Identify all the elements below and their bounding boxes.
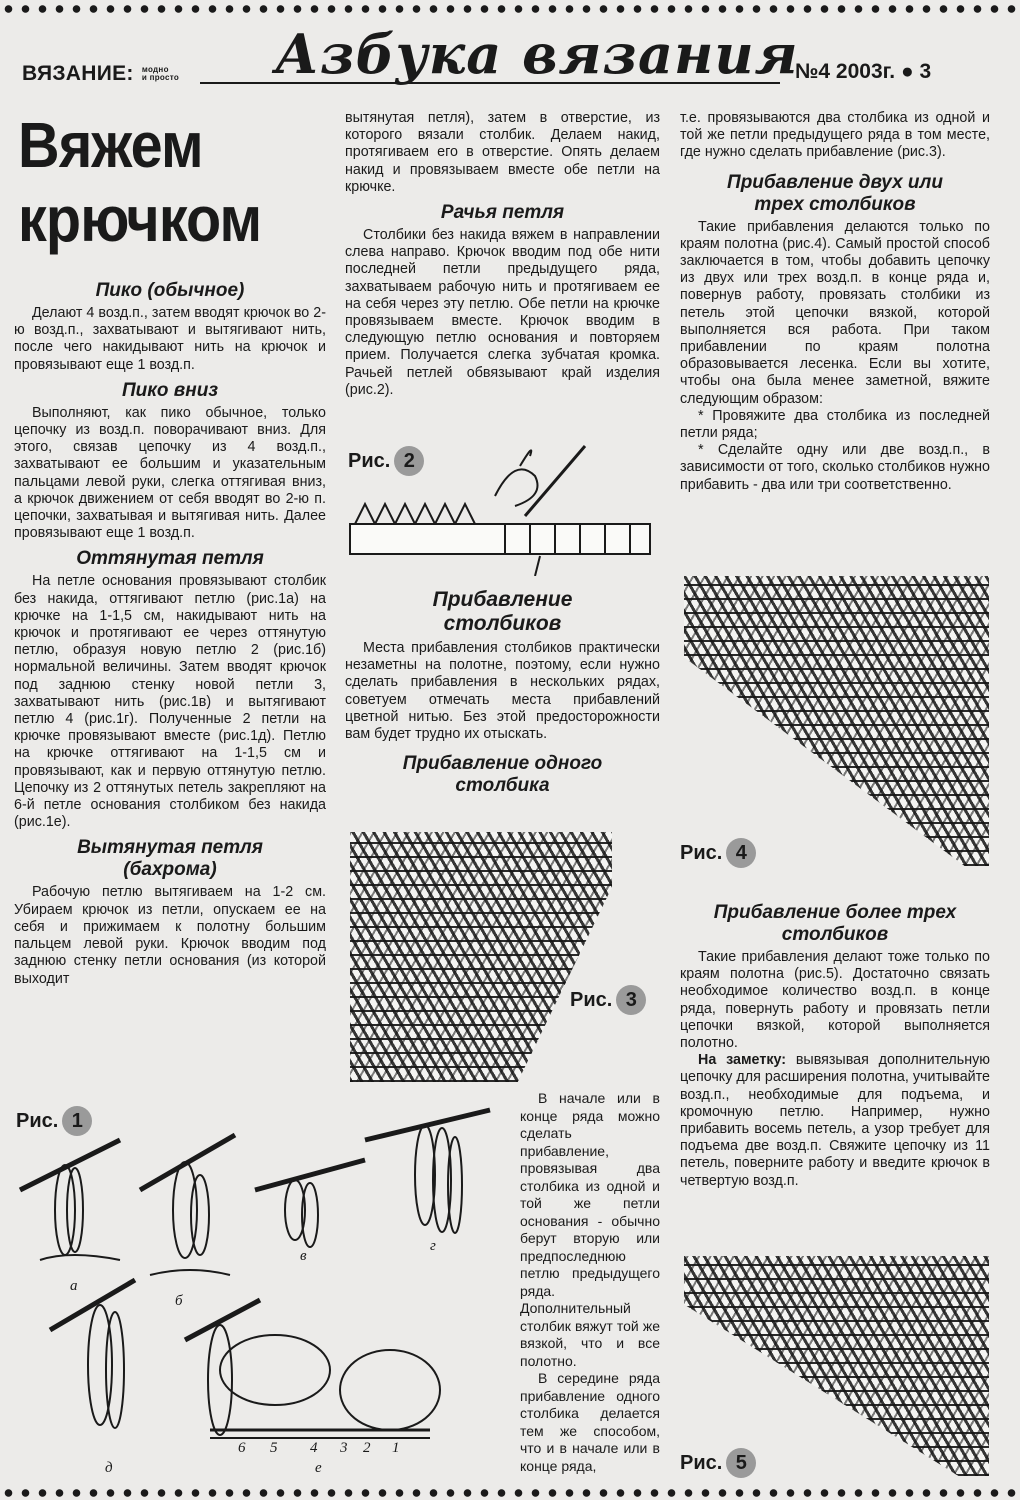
fig1-pulled-loop-illustrations [10, 1100, 515, 1480]
section-inc-more [680, 896, 990, 1190]
bullet-dot: ● [900, 60, 920, 83]
fig-label-text: Рис. [570, 988, 613, 1011]
heading-crab-stitch: Рачья петля [440, 202, 565, 224]
text-note [680, 1052, 990, 1190]
text-pulled-loop: На петле основания провязывают столбик без накида, оттягивают петлю (рис.1а) на крючке на 1-1,5 см, накидывают нить на крючок и протягивают ее через оттянутую петлю, образуя новую петлю 2 (рис.1б) нормальной величины. Затем вводят крючок под заднюю стенку новой петли 3, захватывают нить (рис.1в) и вытягивают петлю 4 (рис.1г). Полученные 2 петли на крючке провязывают вместе (рис.1д). Петлю на крючке оттягивают на 1-1,5 см и провязывают, как и первую оттянутую петлю. Цепочку из 2 оттянутых петель закрепляют на 6-й петле основания столбиком без накида (рис.1е). [14, 573, 326, 831]
section-label: ВЯЗАНИЕ: [22, 62, 134, 85]
fig1-letter-e: е [315, 1460, 322, 1476]
text-side-2: В середине ряда прибавление одного столбика делается тем же способом, что и в начале или в конце ряда, [520, 1370, 660, 1474]
note-body: вывязывая дополнительную цепочку для расширения полотна, учитывайте возд.п., необходимые для подъема, и кромочную петлю. Например, нужно прибавить восемь петель, а узор требует для подъема две возд.п. Свяжите цепочку из 11 петель, поверните работу и введите крючок в четвертую возд.п. [680, 1052, 990, 1189]
fig3-knit-swatch [350, 832, 612, 1082]
fig-label-text: Рис. [348, 449, 391, 472]
fig-label-text: Рис. [16, 1109, 59, 1132]
bottom-dotted-border [0, 1488, 1020, 1498]
issue-info [795, 60, 931, 84]
heading-increase-1: Прибавление [432, 588, 573, 611]
fig2-number: 2 [394, 446, 424, 476]
section-tagline [142, 66, 179, 82]
fig4-knit-swatch [684, 576, 989, 866]
text-inc-more: Такие прибавления делают тоже только по краям полотна (рис.5). Достаточно связать необходимое количество возд.п. в конце ряда, повернуть работу и провязать петли цепочки вязкой, которой выполняется полотно. [680, 949, 990, 1052]
fig3-label [570, 985, 646, 1015]
fig1-number: 1 [62, 1106, 92, 1136]
text-bullet-2: * Сделайте одну или две возд.п., в зависимости от того, сколько столбиков нужно прибавить - два или три соответственно. [680, 442, 990, 493]
fig1-num-2: 2 [363, 1440, 371, 1456]
page-number: 3 [919, 60, 932, 83]
fig1-num-6: 6 [238, 1440, 246, 1456]
fig1-letter-d: д [105, 1460, 113, 1476]
fig5-number: 5 [726, 1448, 756, 1478]
heading-inc-two-1: Прибавление двух или [727, 171, 943, 193]
tagline-line1: модно [141, 65, 169, 75]
fig5-label [680, 1448, 756, 1478]
note-label: На заметку: [698, 1052, 786, 1069]
text-picot-down: Выполняют, как пико обычное, только цепочку из возд.п. поворачивают вниз. Для этого, связав цепочку из 4 возд.п., захватывают ее большим и указательным пальцами левой руки, слегка оттягивая вниз, а крючок движением от себя вводят во 2-ю п. цепочки, захватывая и вытягивая нить. Далее провязывают еще 1 возд.п. [14, 404, 326, 542]
title-line2: крючком [18, 183, 262, 255]
fig4-label [680, 838, 756, 868]
column-1 [14, 274, 326, 988]
rubric-title: Азбука вязания [275, 22, 799, 86]
text-fringe: Рабочую петлю вытягиваем на 1-2 см. Убираем крючок из петли, опускаем ее на себя и прижимаем к полотну большим пальцем левой руки. Крючок вводим под заднюю стенку петли основания (из которой выходит [14, 884, 326, 987]
title-line1: Вяжем [18, 109, 203, 181]
heading-inc-more-2: столбиков [781, 924, 889, 945]
text-picot: Делают 4 возд.п., затем вводят крючок во 2-ю возд.п., захватывают и вытягивают нить, после чего накидывают нить на крючок и провязывают еще 1 возд.п. [14, 305, 326, 373]
side-text [520, 1090, 660, 1475]
fig3-number: 3 [616, 985, 646, 1015]
fig2-crab-stitch-illustration [345, 436, 655, 576]
section-name [22, 62, 179, 86]
text-bullet-1: * Провяжите два столбика из последней петли ряда; [680, 407, 990, 442]
fig-label-text: Рис. [680, 1451, 723, 1474]
text-side-1: В начале или в конце ряда можно сделать прибавление, провязывая два столбика из одной и той же петли основания - обычно берут вторую или предпоследнюю петлю предыдущего ряда. Дополнительный столбик вяжут той же вязкой, что и все полотно. [520, 1090, 660, 1369]
fig5-knit-swatch [684, 1256, 989, 1476]
heading-picot: Пико (обычное) [95, 280, 245, 301]
fig4-number: 4 [726, 838, 756, 868]
heading-inc-two-2: трех столбиков [754, 193, 916, 215]
text-inc-two: Такие прибавления делаются только по краям полотна (рис.4). Самый простой способ заключается в том, чтобы добавить цепочку из двух или трех возд.п. в конце ряда и, повернув работу, провязать столбики из петель этой цепочки вязкой, которой выполняется вся работа. При таком прибавлении по краям полотна образовывается лесенка. Если вы хотите, чтобы она была менее заметной, вяжите следующим образом: [680, 218, 990, 407]
column-2 [345, 110, 660, 399]
column-3 [680, 110, 990, 494]
heading-fringe-1: Вытянутая петля [77, 837, 263, 859]
heading-increase-2: столбиков [443, 612, 562, 635]
fig1-num-1: 1 [392, 1440, 400, 1456]
fig1-num-5: 5 [270, 1440, 278, 1456]
heading-picot-down: Пико вниз [121, 379, 219, 401]
fig1-num-3: 3 [340, 1440, 348, 1456]
heading-fringe-2: (бахрома) [123, 859, 217, 881]
top-dotted-border [0, 4, 1020, 14]
heading-inc-one-2: столбика [455, 775, 550, 797]
section-increase [345, 588, 660, 800]
fig1-letter-b: б [175, 1293, 183, 1309]
text-increase: Места прибавления столбиков практически незаметны на полотне, поэтому, если нужно сделать прибавления в нескольких рядах, советуем отмечать места прибавлений цветной нитью. Без этой предосторожности вам будет трудно их отыскать. [345, 640, 660, 743]
text-crab-stitch: Столбики без накида вяжем в направлении слева направо. Крючок вводим под обе нити последней петли предыдущего ряда, захватываем рабочую нить и протягиваем ее на себя через эту петлю. Обе петли на крючке провязываем вместе. Крючок вводим в следующую петлю основания и повторяем прием. Получается слегка зубчатая кромка. Рачьей петлей обвязывают край изделия (рис.2). [345, 227, 660, 398]
heading-inc-one-1: Прибавление одного [402, 753, 603, 775]
fig1-num-4: 4 [310, 1440, 318, 1456]
fig1-letter-a: а [70, 1278, 78, 1294]
fig1-letter-g: г [430, 1238, 436, 1254]
fig-label-text: Рис. [680, 841, 723, 864]
text-inc-one-cont: т.е. провязываются два столбика из одной и той же петли предыдущего ряда в том месте, где нужно сделать прибавление (рис.3). [680, 110, 990, 161]
heading-pulled-loop: Оттянутая петля [76, 548, 264, 570]
fig1-letter-v: в [300, 1248, 307, 1264]
tagline-line2: и просто [141, 73, 180, 83]
heading-inc-more-1: Прибавление более трех [713, 902, 957, 923]
issue-number: №4 2003г. [795, 60, 896, 83]
text-fringe-cont: вытянутая петля), затем в отверстие, из которого вязали столбик. Делаем накид, протягиваем его в отверстие. Опять делаем накид и провязываем вместе обе петли на крючке. [345, 110, 660, 195]
article-title [18, 108, 261, 256]
